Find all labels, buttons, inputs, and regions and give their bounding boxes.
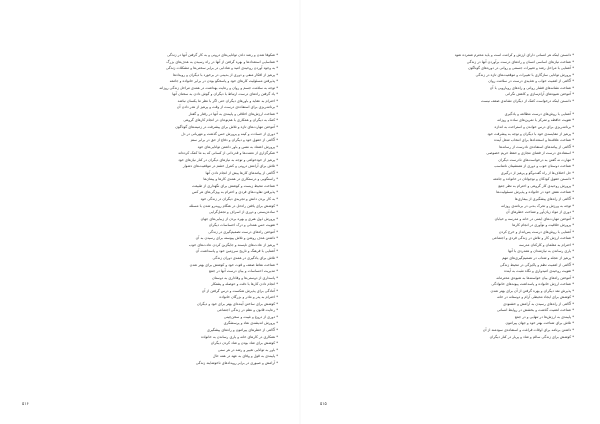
text-line: * دوری از حسادت و کینه و پرورش حس گذشت و مهربانی در دل: [181, 131, 278, 136]
text-line: * شناخت دوستان خوب و دوری از همنشینان نامناسب: [494, 164, 574, 169]
text-line: * آگاهی از پیامدهای کارها پیش از انجام دادن آنها: [205, 170, 278, 175]
text-line: * رعایت قانون و نظم در زندگی اجتماعی: [217, 308, 278, 313]
text-line: * کوشش برای یافتن راه‌حل در هنگام روبه‌رو شدن با مسئله: [189, 203, 278, 208]
text-line: * پایبندی به قول و وفای به عهد در همه حال: [212, 354, 278, 359]
text-line: * پرهیز از مقایسه‌ی خود با دیگران و توجه به پیشرفت خود: [487, 131, 574, 136]
text-line: * تلاش برای یادگیری در همه‌ی دوران زندگی: [212, 255, 278, 260]
text-line: * شناخت نقش خود در خانواده و پذیرش مسئولیت‌ها: [496, 190, 574, 195]
text-line: * کوشش برای زندگی سالم و شاد و پربار در کنار دیگران: [489, 334, 574, 339]
text-line: * پرورش خلاقیت و نوآوری در انجام کارها: [512, 223, 574, 228]
text-line: * استفاده‌ی درست از فضای مجازی و حفظ حریم خصوصی: [486, 151, 574, 156]
text-line: * مدیریت احساسات و بیان درست آنها در جمع: [209, 269, 278, 274]
text-line: * دوری از مواد زیان‌آور و شناخت خطرهای آن: [505, 210, 574, 215]
text-line: * پرهیز از افکار منفی و دوری از بدبینی در برخورد با دیگران و رویدادها: [173, 72, 278, 77]
text-line: * انجام دادن کارها با دقت و حوصله و پشتکار: [211, 282, 278, 287]
text-line: * شکرگزاری از نعمت‌ها و قدردانی از کسانی که به ما کمک کرده‌اند: [178, 151, 278, 156]
text-line: * آشنایی با روش‌های درست پس‌انداز و خرج کردن: [498, 229, 574, 234]
text-line: * دانستن اینکه درخواست کمک از دیگران نشانه‌ی ضعف نیست: [481, 98, 574, 103]
text-line: * آموختن مهارت‌های ایمنی در خانه و مدرسه و خیابان: [494, 216, 574, 221]
text-line: * تقویت حس همدلی و درک احساسات دیگران: [208, 223, 278, 228]
text-line: * پرورش ذوق هنری و بهره بردن از زیبایی‌های جهان: [200, 216, 278, 221]
text-line: * آگاهی از پیامدهای استفاده‌ی نادرست از رسانه‌ها: [499, 144, 574, 149]
text-line: * شناخت علاقه‌ها و استعدادها برای انتخاب شغل آینده: [494, 138, 574, 143]
text-line: * شناخت اهمیت گذشت و بخشش در روابط انسانی: [497, 308, 574, 313]
text-line: * همکاری در کارهای خانه و یاری رساندن به خانواده: [201, 334, 278, 339]
text-line: * مهارت نه گفتن به درخواست‌های نادرست دیگران: [498, 157, 574, 162]
text-line: * پذیرش نقد دیگران و بهره گرفتن از آن برای بهتر شدن: [490, 288, 574, 293]
text-line: * شناخت ارزش کار و تلاش در زندگی فردی و اجتماعی: [492, 236, 574, 241]
text-column-right: [322, 52, 574, 374]
text-line: * پایبندی به ارزش‌ها در تنهایی و در جمع: [514, 314, 574, 319]
text-line: * داشتن برنامه برای اوقات فراغت و استفاده‌ی سودمند از آن: [482, 327, 574, 332]
text-line: * دانستن اینکه هر انسانی دارای ارزش و کرامت است و باید محترم شمرده شود: [454, 53, 574, 57]
text-line: * تلاش برای آرامش درونی و کنترل خشم در موقعیت‌های دشوار: [182, 164, 278, 169]
text-line: * آگاهی از حقوق خود و دیگران و دفاع از حق در برابر ستم: [190, 138, 278, 143]
text-line: * به کار بردن دانش و تجربه‌ی دیگران در زندگی خود: [200, 197, 278, 202]
text-line: * آرامش و صبوری در برابر رویدادهای ناخوشایند زندگی: [195, 360, 278, 365]
page-number-right: ۵۱۵: [320, 401, 327, 406]
text-line: * پرورش توانایی سازگاری با تغییرات و موقعیت‌های تازه در زندگی: [475, 72, 574, 77]
text-line: * شناخت نقاط ضعف و قوت خود و کوشش برای بهتر شدن: [189, 262, 278, 267]
text-line: * آگاهی از راه‌های رسیدن به آرامش و خشنودی: [503, 301, 574, 306]
text-line: * کوشش برای ساختن آینده‌ای بهتر برای خود و دیگران: [197, 301, 278, 306]
text-line: * برنامه‌ریزی برای استفاده‌ی درست از وقت و پرهیز از هدر دادن آن: [176, 105, 278, 110]
text-line: * پرورش اعتماد به نفس و باور داشتن توانایی‌های خود: [197, 144, 278, 149]
text-line: * شناخت ارزش خانواده و پاسداشت پیوندهای خانوادگی: [491, 282, 574, 287]
text-line: * یاد گرفتن راه‌های درست ارتباط با دیگران و گوش دادن به سخنان آنها: [172, 92, 278, 97]
text-line: * ساده‌زیستی و دوری از اسراف و تجمل‌گرایی: [208, 210, 278, 215]
text-line: * پرورش اندیشه‌ی نقاد و پرسشگری: [223, 321, 278, 326]
text-line: * آشنایی با فرهنگ و تاریخ سرزمین خود و پاسداشت آن: [195, 249, 278, 254]
text-line: * کوشش برای ایجاد محیطی آرام و دوستانه در خانه: [496, 295, 574, 300]
text-line: * پرهیز از عجله و شتاب در تصمیم‌گیری‌های مهم: [502, 255, 574, 260]
text-line: * راستگویی و درستکاری در همه‌ی کارها و پیمان‌ها: [203, 177, 278, 182]
text-line: * آگاهی از اهمیت خواب و تغذیه‌ی درست در سلامت روان: [488, 79, 574, 84]
text-line: * داشتن هدف روشن و تلاش پیوسته برای رسیدن به آن: [195, 236, 278, 241]
text-line: * آگاهی از اهمیت نظم و پاکیزگی در محیط زندگی: [499, 262, 574, 267]
text-line: * احترام به پدر و مادر و بزرگان خانواده: [219, 295, 278, 300]
text-line: * آشنایی با مراحل رشد و تغییرات جسمی و روانی در دوره‌های گوناگون: [468, 66, 574, 71]
text-line: * کوشش برای شاد بودن و شاد کردن دیگران: [210, 341, 278, 346]
text-line: * باور به توانایی تغییر و رشد در هر سنی: [217, 347, 278, 352]
text-line: * کمک به دیگران و همکاری با هم‌نوعان در انجام کارهای گروهی: [183, 118, 278, 123]
text-line: * آموختن راه‌های درست تصمیم‌گیری در زندگی: [208, 229, 278, 234]
text-line: * برنامه‌ریزی برای درس خواندن و استراحت به اندازه: [494, 125, 574, 130]
text-line: * پرورش روحیه‌ی کار گروهی و احترام به نظر جمع: [498, 183, 574, 188]
text-line: * به وجود آوردن روحیه‌ی امید و شادابی در برابر سختی‌ها و مشکلات زندگی: [166, 66, 278, 71]
text-line: * تلاش برای شناخت بهتر خود و جهان پیرامون: [505, 321, 574, 326]
text-line: * احترام به معلمان و کارکنان مدرسه: [518, 242, 574, 247]
text-line: * احترام به عقاید و باورهای دیگران حتی اگر با نظر ما یکسان نباشد: [177, 98, 278, 103]
text-line: * آموختن شیوه‌های آرام‌سازی و کاهش نگرانی: [505, 92, 574, 97]
text-line: * پذیرفتن تفاوت‌های فردی و احترام به ویژگی‌های هر کس: [191, 190, 278, 195]
text-line: * آگاهی از راه‌های پیشگیری از بیماری‌ها: [514, 197, 574, 202]
text-line: * شناخت نشانه‌های فشار روانی و راه‌های رویارویی با آن: [489, 85, 574, 90]
text-line: * پاسداری از دوستی‌ها و وفاداری به دوستان: [211, 275, 278, 280]
text-line: * دوری از دروغ و غیبت و سخن‌چینی: [223, 314, 278, 319]
page-right: [300, 0, 600, 424]
text-line: * شکوفا شدن و رشد دادن توانایی‌های درونی و به کار گرفتن آنها در زندگی: [167, 53, 278, 57]
text-line: * شناخت محیط زیست و کوشش برای نگهداری از طبیعت: [191, 183, 278, 188]
page-number-left: ۵۱۶: [22, 401, 29, 406]
text-line: * تقویت حافظه و تمرکز با تمرین‌های ساده و روزانه: [497, 118, 574, 123]
text-line: * آگاهی از خطرهای پیرامون و راه‌های پیشگیری: [207, 327, 278, 332]
text-line: * تقویت روحیه‌ی امیدواری و نگاه مثبت به آینده: [504, 269, 574, 274]
text-line: * شناخت ارزش‌های اخلاقی و پایبندی به آنها در رفتار و گفتار: [188, 111, 278, 116]
text-line: * شناخت نیازهای اساسی انسان و راه‌های درست برآوردن آنها در زندگی: [466, 59, 574, 64]
text-line: * پرهیز از خودخواهی و توجه به نیازهای دیگران در کنار نیازهای خود: [178, 157, 278, 162]
text-line: * توجه به ورزش و تحرک بدنی در برنامه‌ی روزانه: [501, 203, 574, 208]
text-line: * آموختن مهارت‌های تازه و تلاش برای پیشرفت در زمینه‌های گوناگون: [175, 125, 278, 130]
text-line: * پذیرفتن مسئولیت کارهای خود و پاسخگو بودن در برابر خانواده و جامعه: [169, 79, 278, 84]
text-line: * پرهیز از عادت‌های ناپسند و جایگزین کردن عادت‌های خوب: [188, 242, 278, 247]
text-line: * حل اختلاف‌ها از راه گفت‌وگو و پرهیز از درگیری: [500, 170, 574, 175]
text-line: * یاری رساندن به نیازمندان و همدردی با آنها: [508, 249, 574, 254]
text-line: * آشنایی با روش‌های درست مطالعه و یادگیری: [504, 111, 574, 116]
text-line: * آموختن راه‌های بیان خواسته‌ها به شیوه‌ی محترمانه: [496, 275, 574, 280]
text-line: * توجه به سلامت جسم و روان و رعایت بهداشت در همه‌ی مراحل زندگی روزانه: [159, 85, 278, 90]
text-line: * شناسایی استعدادها و بهره گرفتن از آنها در راه رسیدن به هدف‌های بزرگ: [166, 59, 278, 64]
text-column-left: [26, 52, 278, 374]
text-line: * آمادگی برای پذیرش شکست و درس گرفتن از آن: [201, 288, 278, 293]
text-line: * دانستن حقوق کودکان و نوجوانان در خانواده و جامعه: [492, 177, 574, 182]
